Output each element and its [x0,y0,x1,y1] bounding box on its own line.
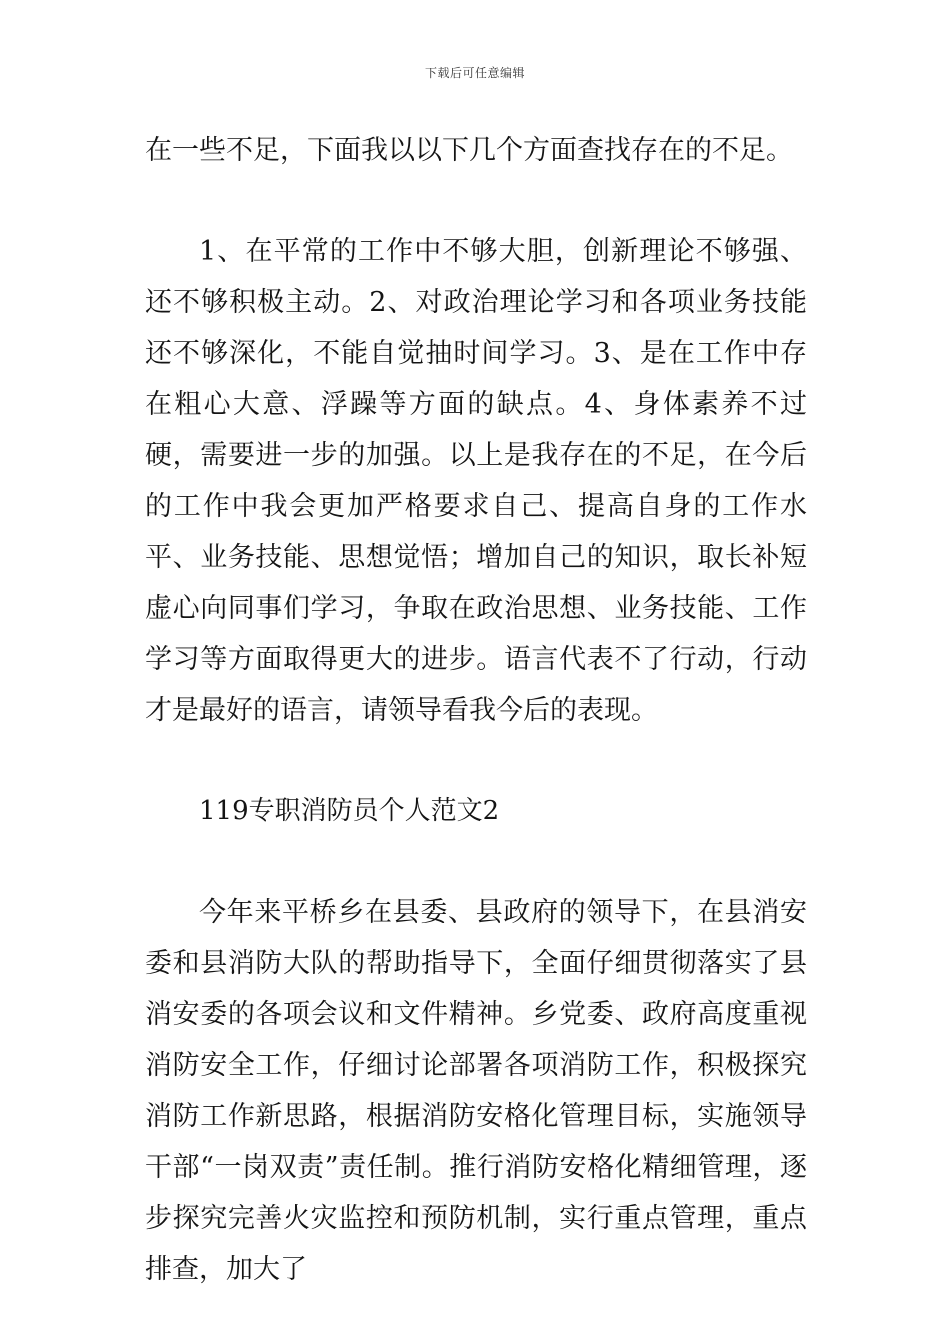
section-heading: 119专职消防员个人范文2 [199,796,500,826]
paragraph-intro: 在一些不足，下面我以以下几个方面查找存在的不足。 [145,135,793,166]
paragraph-gap [145,736,807,786]
paragraph-shortcomings: 1、在平常的工作中不够大胆，创新理论不够强、还不够积极主动。2、对政治理论学习和各项业务技能还不够深化，不能自觉抽时间学习。3、是在工作中存在粗心大意、浮躁等方面的缺点。4、身体素养不过硬，需要进一步的加强。以上是我存在的不足，在今后的工作中我会更加严格要求自己、提高自身的工作水平、业务技能、思想觉悟；增加自己的知识，取长补短虚心向同事们学习，争取在政治思想、业务技能、工作学习等方面取得更大的进步。语言代表不了行动，行动才是最好的语言，请领导看我今后的表现。 [145,236,807,726]
document-body [145,125,807,1295]
header-note: 下载后可任意编辑 [424,66,525,80]
paragraph-gap [145,176,807,226]
paragraph-gap [145,837,807,887]
paragraph-fire-safety: 今年来平桥乡在县委、县政府的领导下，在县消安委和县消防大队的帮助指导下，全面仔细贯彻落实了县消安委的各项会议和文件精神。乡党委、政府高度重视消防安全工作，仔细讨论部署各项消防工作，积极探究消防工作新思路，根据消防安格化管理目标，实施领导干部“一岗双责”责任制。推行消防安格化精细管理，逐步探究完善火灾监控和预防机制，实行重点管理，重点排查，加大了 [145,897,807,1285]
